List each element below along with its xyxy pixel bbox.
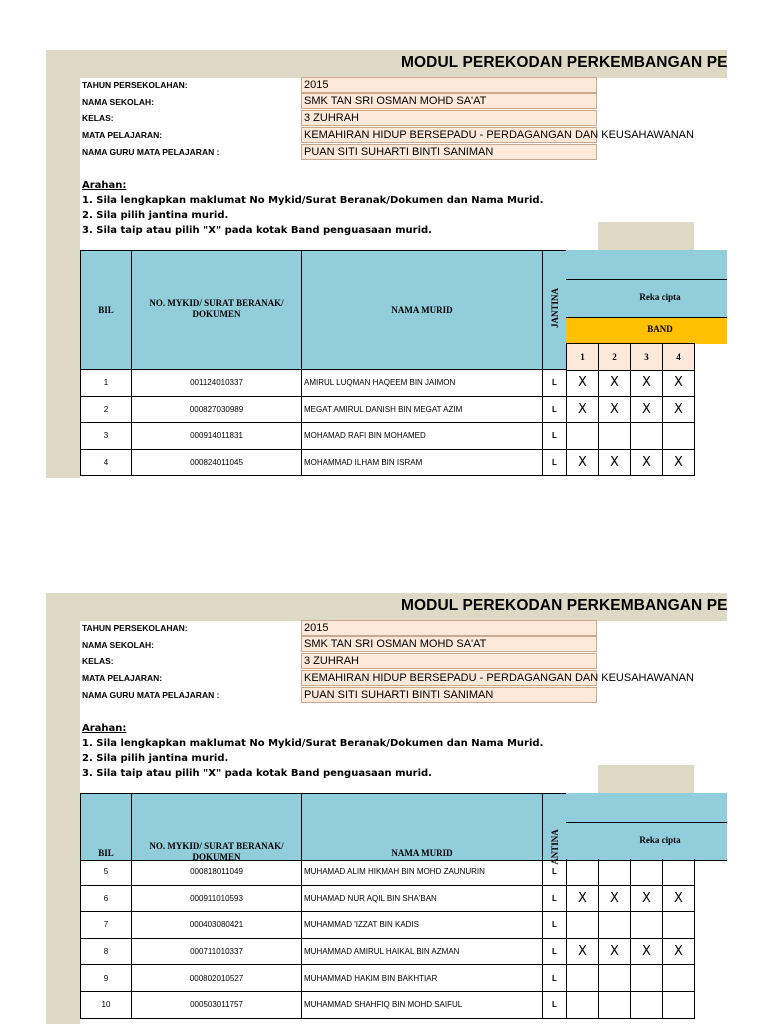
cell-band-2[interactable]: X bbox=[599, 886, 631, 913]
kelas-field[interactable]: 3 ZUHRAH bbox=[301, 653, 597, 669]
table-row bbox=[80, 912, 695, 939]
cell-band-3[interactable] bbox=[631, 965, 663, 992]
cell-bil: 3 bbox=[80, 423, 132, 450]
left-strip bbox=[46, 621, 80, 1024]
cell-bil: 10 bbox=[80, 992, 132, 1019]
cell-jantina[interactable]: L bbox=[543, 370, 567, 397]
cell-jantina[interactable]: L bbox=[543, 859, 567, 886]
cell-band-1[interactable]: X bbox=[567, 370, 599, 397]
cell-jantina[interactable]: L bbox=[543, 397, 567, 424]
cell-mykid[interactable]: 000824011045 bbox=[132, 450, 302, 477]
header-nama-text: NAMA MURID bbox=[391, 305, 453, 315]
cell-band-2[interactable] bbox=[599, 859, 631, 886]
cell-nama[interactable]: MUHAMAD ALIM HIKMAH BIN MOHD ZAUNURIN bbox=[302, 859, 543, 886]
cell-band-4[interactable] bbox=[663, 912, 695, 939]
cell-band-1[interactable]: X bbox=[567, 886, 599, 913]
cell-band-1[interactable] bbox=[567, 859, 599, 886]
instruction-line-2: 2. Sila pilih jantina murid. bbox=[82, 753, 229, 764]
header-bil-text: BIL bbox=[98, 848, 114, 858]
cell-bil: 1 bbox=[80, 370, 132, 397]
cell-mykid[interactable]: 000827030989 bbox=[132, 397, 302, 424]
instruction-line-3: 3. Sila taip atau pilih "X" pada kotak Band penguasaan murid. bbox=[82, 225, 432, 236]
table-row bbox=[80, 939, 695, 966]
cell-band-1[interactable] bbox=[567, 912, 599, 939]
label-sekolah: NAMA SEKOLAH: bbox=[82, 97, 154, 107]
cell-band-4[interactable] bbox=[663, 992, 695, 1019]
tan-box bbox=[598, 765, 694, 793]
cell-mykid[interactable]: 000914011831 bbox=[132, 423, 302, 450]
instructions-heading: Arahan: bbox=[82, 723, 127, 734]
cell-band-1[interactable] bbox=[567, 965, 599, 992]
sekolah-field[interactable]: SMK TAN SRI OSMAN MOHD SA'AT bbox=[301, 93, 597, 109]
cell-band-3[interactable] bbox=[631, 859, 663, 886]
cell-band-2[interactable] bbox=[599, 965, 631, 992]
cell-nama[interactable]: MOHAMAD RAFI BIN MOHAMED bbox=[302, 423, 543, 450]
instruction-line-1: 1. Sila lengkapkan maklumat No Mykid/Surat Beranak/Dokumen dan Nama Murid. bbox=[82, 195, 544, 206]
instruction-line-2: 2. Sila pilih jantina murid. bbox=[82, 210, 229, 221]
cell-jantina[interactable]: L bbox=[543, 450, 567, 477]
header-reka-cipta-text: Reka cipta bbox=[639, 292, 681, 302]
cell-band-2[interactable] bbox=[599, 992, 631, 1019]
title-band bbox=[46, 593, 727, 621]
table-row bbox=[80, 992, 695, 1019]
cell-band-4[interactable]: X bbox=[663, 939, 695, 966]
nama-guru-field[interactable]: PUAN SITI SUHARTI BINTI SANIMAN bbox=[301, 144, 597, 160]
cell-jantina[interactable]: L bbox=[543, 912, 567, 939]
header-nama-text: NAMA MURID bbox=[391, 848, 453, 858]
label-tahun: TAHUN PERSEKOLAHAN: bbox=[82, 623, 188, 633]
band-1: 1 bbox=[566, 343, 599, 371]
cell-band-4[interactable] bbox=[663, 859, 695, 886]
instruction-line-3: 3. Sila taip atau pilih "X" pada kotak Band penguasaan murid. bbox=[82, 768, 432, 779]
label-mata-pelajaran: MATA PELAJARAN: bbox=[82, 130, 163, 140]
cell-jantina[interactable]: L bbox=[543, 423, 567, 450]
cell-jantina[interactable]: L bbox=[543, 992, 567, 1019]
cell-jantina[interactable]: L bbox=[543, 886, 567, 913]
cell-band-3[interactable]: X bbox=[631, 939, 663, 966]
label-nama-guru: NAMA GURU MATA PELAJARAN : bbox=[82, 690, 220, 700]
label-sekolah: NAMA SEKOLAH: bbox=[82, 640, 154, 650]
cell-bil: 8 bbox=[80, 939, 132, 966]
cell-nama[interactable]: MUHAMAD NUR AQIL BIN SHA'BAN bbox=[302, 886, 543, 913]
instruction-line-1: 1. Sila lengkapkan maklumat No Mykid/Surat Beranak/Dokumen dan Nama Murid. bbox=[82, 738, 544, 749]
cell-nama[interactable]: MUHAMMAD HAKIM BIN BAKHTIAR bbox=[302, 965, 543, 992]
header-mykid-line2: DOKUMEN bbox=[192, 309, 241, 319]
page-title: MODUL PEREKODAN PERKEMBANGAN PE bbox=[401, 54, 728, 71]
cell-bil: 9 bbox=[80, 965, 132, 992]
cell-band-4[interactable]: X bbox=[663, 397, 695, 424]
cell-mykid[interactable]: 000818011049 bbox=[132, 859, 302, 886]
sekolah-field[interactable]: SMK TAN SRI OSMAN MOHD SA'AT bbox=[301, 636, 597, 652]
header-mykid-line1: NO. MYKID/ SURAT BERANAK/ bbox=[149, 298, 284, 308]
cell-mykid[interactable]: 000711010337 bbox=[132, 939, 302, 966]
mata-pelajaran-field[interactable]: KEMAHIRAN HIDUP BERSEPADU - PERDAGANGAN DAN KEUSAHAWANAN bbox=[301, 670, 597, 686]
label-tahun: TAHUN PERSEKOLAHAN: bbox=[82, 80, 188, 90]
cell-bil: 2 bbox=[80, 397, 132, 424]
cell-bil: 4 bbox=[80, 450, 132, 477]
cell-mykid[interactable]: 000403080421 bbox=[132, 912, 302, 939]
cell-band-1[interactable] bbox=[567, 992, 599, 1019]
cell-band-1[interactable]: X bbox=[567, 939, 599, 966]
nama-guru-field[interactable]: PUAN SITI SUHARTI BINTI SANIMAN bbox=[301, 687, 597, 703]
header-jantina-text: JANTINA bbox=[550, 288, 560, 329]
cell-mykid[interactable]: 000503011757 bbox=[132, 992, 302, 1019]
label-kelas: KELAS: bbox=[82, 113, 114, 123]
cell-bil: 5 bbox=[80, 859, 132, 886]
cell-bil: 6 bbox=[80, 886, 132, 913]
cell-band-2[interactable]: X bbox=[599, 939, 631, 966]
cell-mykid[interactable]: 001124010337 bbox=[132, 370, 302, 397]
cell-nama[interactable]: MUHAMMAD SHAHFIQ BIN MOHD SAIFUL bbox=[302, 992, 543, 1019]
cell-band-2[interactable]: X bbox=[599, 397, 631, 424]
cell-band-3[interactable]: X bbox=[631, 450, 663, 477]
cell-band-3[interactable]: X bbox=[631, 397, 663, 424]
cell-band-4[interactable]: X bbox=[663, 886, 695, 913]
cell-mykid[interactable]: 000911010593 bbox=[132, 886, 302, 913]
header-bil-text: BIL bbox=[98, 305, 114, 315]
band-4: 4 bbox=[662, 343, 695, 371]
table-row bbox=[80, 965, 695, 992]
cell-nama[interactable]: MEGAT AMIRUL DANISH BIN MEGAT AZIM bbox=[302, 397, 543, 424]
tahun-field[interactable]: 2015 bbox=[301, 620, 597, 636]
cell-nama[interactable]: MUHAMMAD AMIRUL HAIKAL BIN AZMAN bbox=[302, 939, 543, 966]
header-reka-top bbox=[566, 793, 727, 823]
page-title: MODUL PEREKODAN PERKEMBANGAN PE bbox=[401, 597, 728, 614]
cell-bil: 7 bbox=[80, 912, 132, 939]
band-2: 2 bbox=[598, 343, 631, 371]
header-mykid-text bbox=[131, 841, 302, 860]
cell-nama[interactable]: MUHAMMAD 'IZZAT BIN KADIS bbox=[302, 912, 543, 939]
header-reka-cipta-text: Reka cipta bbox=[639, 835, 681, 845]
table-row bbox=[80, 859, 695, 886]
header-jantina-text: ANTINA bbox=[550, 829, 560, 865]
cell-mykid[interactable]: 000802010527 bbox=[132, 965, 302, 992]
cell-jantina[interactable]: L bbox=[543, 965, 567, 992]
cell-band-3[interactable]: X bbox=[631, 886, 663, 913]
table-row bbox=[80, 886, 695, 913]
cell-band-3[interactable]: X bbox=[631, 370, 663, 397]
cell-band-4[interactable] bbox=[663, 965, 695, 992]
band-3: 3 bbox=[630, 343, 663, 371]
mata-pelajaran-field[interactable]: KEMAHIRAN HIDUP BERSEPADU - PERDAGANGAN DAN KEUSAHAWANAN bbox=[301, 127, 597, 143]
instructions bbox=[82, 721, 543, 781]
cell-band-2[interactable]: X bbox=[599, 450, 631, 477]
cell-band-1[interactable]: X bbox=[567, 397, 599, 424]
header-mykid-line2: DOKUMEN bbox=[192, 852, 241, 860]
cell-band-2[interactable]: X bbox=[599, 370, 631, 397]
cell-band-3[interactable] bbox=[631, 912, 663, 939]
label-mata-pelajaran: MATA PELAJARAN: bbox=[82, 673, 163, 683]
cell-band-4[interactable]: X bbox=[663, 450, 695, 477]
band-header-text: BAND bbox=[647, 324, 673, 334]
cell-band-3[interactable] bbox=[631, 992, 663, 1019]
header-mykid-line1: NO. MYKID/ SURAT BERANAK/ bbox=[149, 841, 284, 851]
instructions-heading: Arahan: bbox=[82, 180, 127, 191]
cell-band-4[interactable]: X bbox=[663, 370, 695, 397]
kelas-field[interactable]: 3 ZUHRAH bbox=[301, 110, 597, 126]
cell-band-2[interactable] bbox=[599, 912, 631, 939]
cell-nama[interactable]: AMIRUL LUQMAN HAQEEM BIN JAIMON bbox=[302, 370, 543, 397]
label-kelas: KELAS: bbox=[82, 656, 114, 666]
cell-band-1[interactable]: X bbox=[567, 450, 599, 477]
cell-jantina[interactable]: L bbox=[543, 939, 567, 966]
label-nama-guru: NAMA GURU MATA PELAJARAN : bbox=[82, 147, 220, 157]
cell-nama[interactable]: MOHAMMAD ILHAM BIN ISRAM bbox=[302, 450, 543, 477]
tahun-field[interactable]: 2015 bbox=[301, 77, 597, 93]
